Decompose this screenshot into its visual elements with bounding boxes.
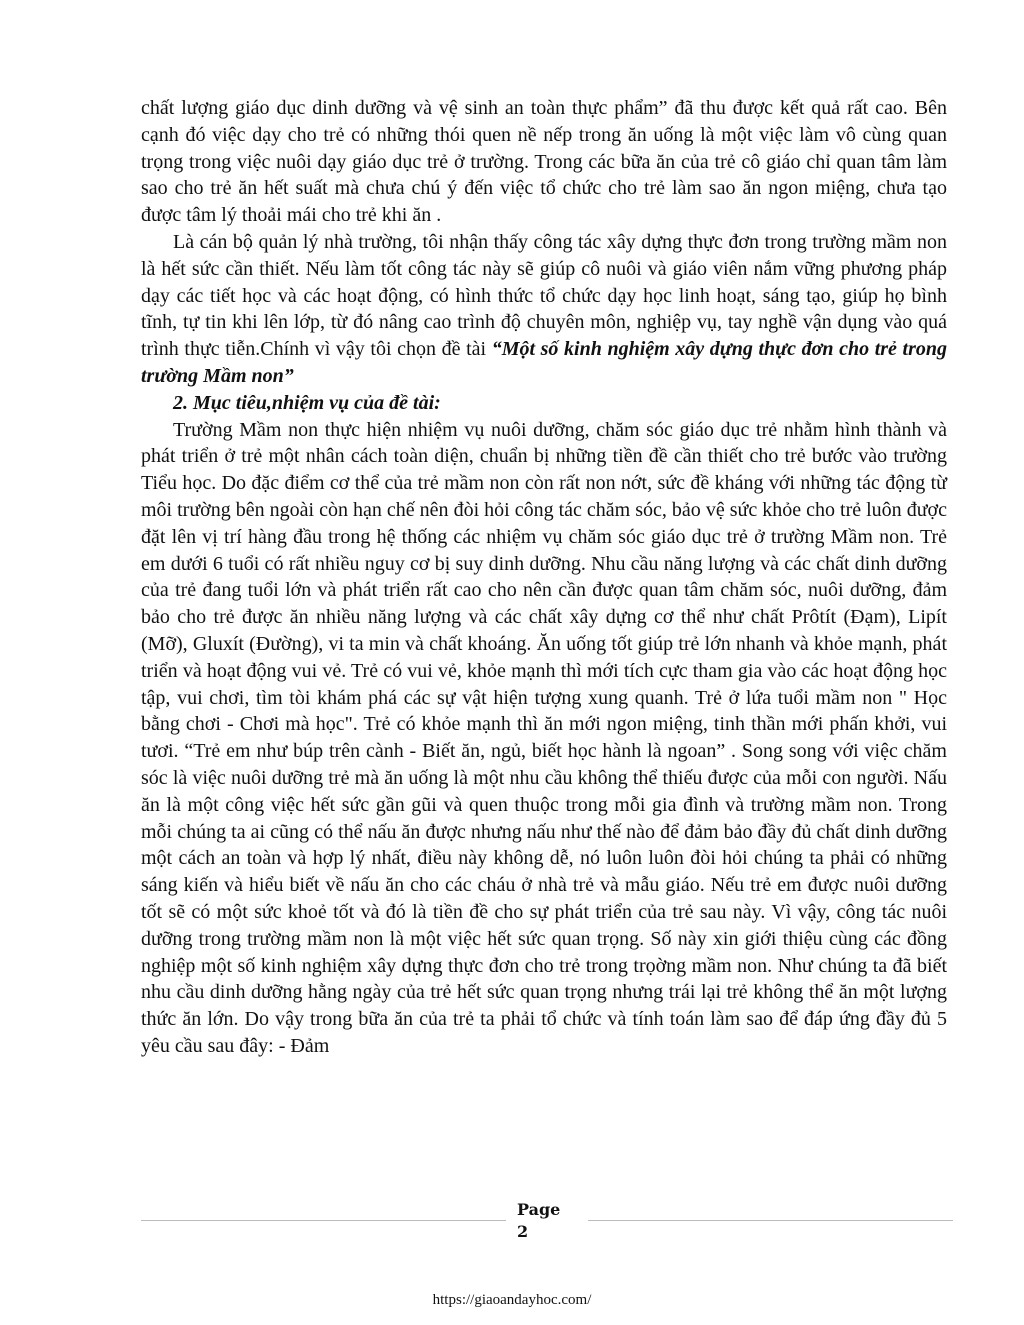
footer-divider-left <box>141 1220 506 1221</box>
footer-url[interactable]: https://giaoandayhoc.com/ <box>432 1292 592 1308</box>
footer-divider-right <box>588 1220 953 1221</box>
topic-title: “Một số kinh nghiệm xây dựng thực đơn cho trẻ trong trường Mầm non” <box>141 338 947 387</box>
page-label: Page <box>517 1200 561 1219</box>
paragraph-topic-selection <box>141 229 947 390</box>
section-heading: 2. Mục tiêu,nhiệm vụ của đề tài: <box>173 391 441 414</box>
paragraph-objectives: Trường Mầm non thực hiện nhiệm vụ nuôi dưỡng, chăm sóc giáo dục trẻ nhằm hình thành và phát triển ở trẻ một nhân cách toàn diện, chuẩn bị những tiền đề cần thiết cho trẻ bước vào trường Tiểu học. Do đặc điểm cơ thể của trẻ mầm non còn rất non nớt, sức đề kháng với những tác động từ môi trường bên ngoài còn hạn chế nên đòi hỏi công tác chăm sóc, bảo vệ sức khỏe cho trẻ luôn được đặt lên vị trí hàng đầu trong hệ thống các nhiệm vụ chăm sóc giáo dục trẻ ở trường Mầm non. Trẻ em dưới 6 tuổi có rất nhiều nguy cơ bị suy dinh dưỡng. Nhu cầu năng lượng và các chất dinh dưỡng của trẻ đang tuổi lớn và phát triển rất cao cho nên cần được quan tâm chăm sóc, nuôi dưỡng, đảm bảo cho trẻ được ăn nhiều năng lượng và các chất xây dựng cơ thể như chất Prôtít (Đạm), Lipít (Mỡ), Gluxít (Đường), vi ta min và chất khoáng. Ăn uống tốt giúp trẻ lớn nhanh và khỏe mạnh, phát triển và hoạt động vui vẻ. Trẻ có vui vẻ, khỏe mạnh thì mới tích cực tham gia vào các hoạt động học tập, vui chơi, tìm tòi khám phá các sự vật hiện tượng xung quanh. Trẻ ở lứa tuổi mầm non " Học bằng chơi - Chơi mà học". Trẻ có khỏe mạnh thì ăn mới ngon miệng, tinh thần mới phấn khởi, vui tươi. “Trẻ em như búp trên cành - Biết ăn, ngủ, biết học hành là ngoan” . Song song với việc chăm sóc là việc nuôi dưỡng trẻ mà ăn uống là một nhu cầu không thể thiếu được của mỗi con người. Nấu ăn là một công việc hết sức gần gũi và quen thuộc trong mỗi gia đình và trường mầm non. Trong mỗi chúng ta ai cũng có thể nấu ăn được nhưng nấu như thế nào để đảm bảo đầy đủ chất dinh dưỡng một cách an toàn và hợp lý nhất, điều này không dễ, nó luôn luôn đòi hỏi chúng ta phải có những sáng kiến và hiểu biết về nấu ăn cho các cháu ở nhà trẻ và mẫu giáo. Nếu trẻ em được nuôi dưỡng tốt sẽ có một sức khoẻ tốt và đó là tiền đề cho sự phát triển của trẻ sau này. Vì vậy, công tác nuôi dưỡng trong trường mầm non là một việc hết sức quan trọng. Số này xin giới thiệu cùng các đồng nghiệp một số kinh nghiệm xây dựng thực đơn cho trẻ trong trọờng mầm non. Như chúng ta đã biết nhu cầu dinh dưỡng hằng ngày của trẻ hết sức quan trọng nhưng trái lại trẻ không thể ăn một lượng thức ăn lớn. Do vậy trong bữa ăn của trẻ ta phải tổ chức và tính toán làm sao để đáp ứng đầy đủ 5 yêu cầu sau đây: - Đảm <box>141 418 947 1057</box>
paragraph-continuation: chất lượng giáo dục dinh dưỡng và vệ sinh an toàn thực phẩm” đã thu được kết quả rất cao. Bên cạnh đó việc dạy cho trẻ có những thói quen nề nếp trong ăn uống là một việc làm vô cùng quan trọng trong việc nuôi dạy giáo dục trẻ ở trường. Trong các bữa ăn của trẻ cô giáo chỉ quan tâm làm sao cho trẻ ăn hết suất mà chưa chú ý đến việc tổ chức cho trẻ làm sao ăn ngon miệng, chưa tạo được tâm lý thoải mái cho trẻ khi ăn . <box>141 97 947 227</box>
document-body <box>141 95 947 1060</box>
page-number: 2 <box>517 1222 529 1241</box>
paragraph-topic-text: Là cán bộ quản lý nhà trường, tôi nhận thấy công tác xây dựng thực đơn trong trường mầm non là hết sức cần thiết. Nếu làm tốt công tác này sẽ giúp cô nuôi và giáo viên nắm vững phương pháp dạy các tiết học và các hoạt động, có hình thức tổ chức dạy học linh hoạt, sáng tạo, giúp họ bình tĩnh, tự tin khi lên lớp, từ đó nâng cao trình độ chuyên môn, nghiệp vụ, tay nghề vận dụng vào quá trình thực tiễn.Chính vì vậy tôi chọn đề tài <box>141 230 947 361</box>
